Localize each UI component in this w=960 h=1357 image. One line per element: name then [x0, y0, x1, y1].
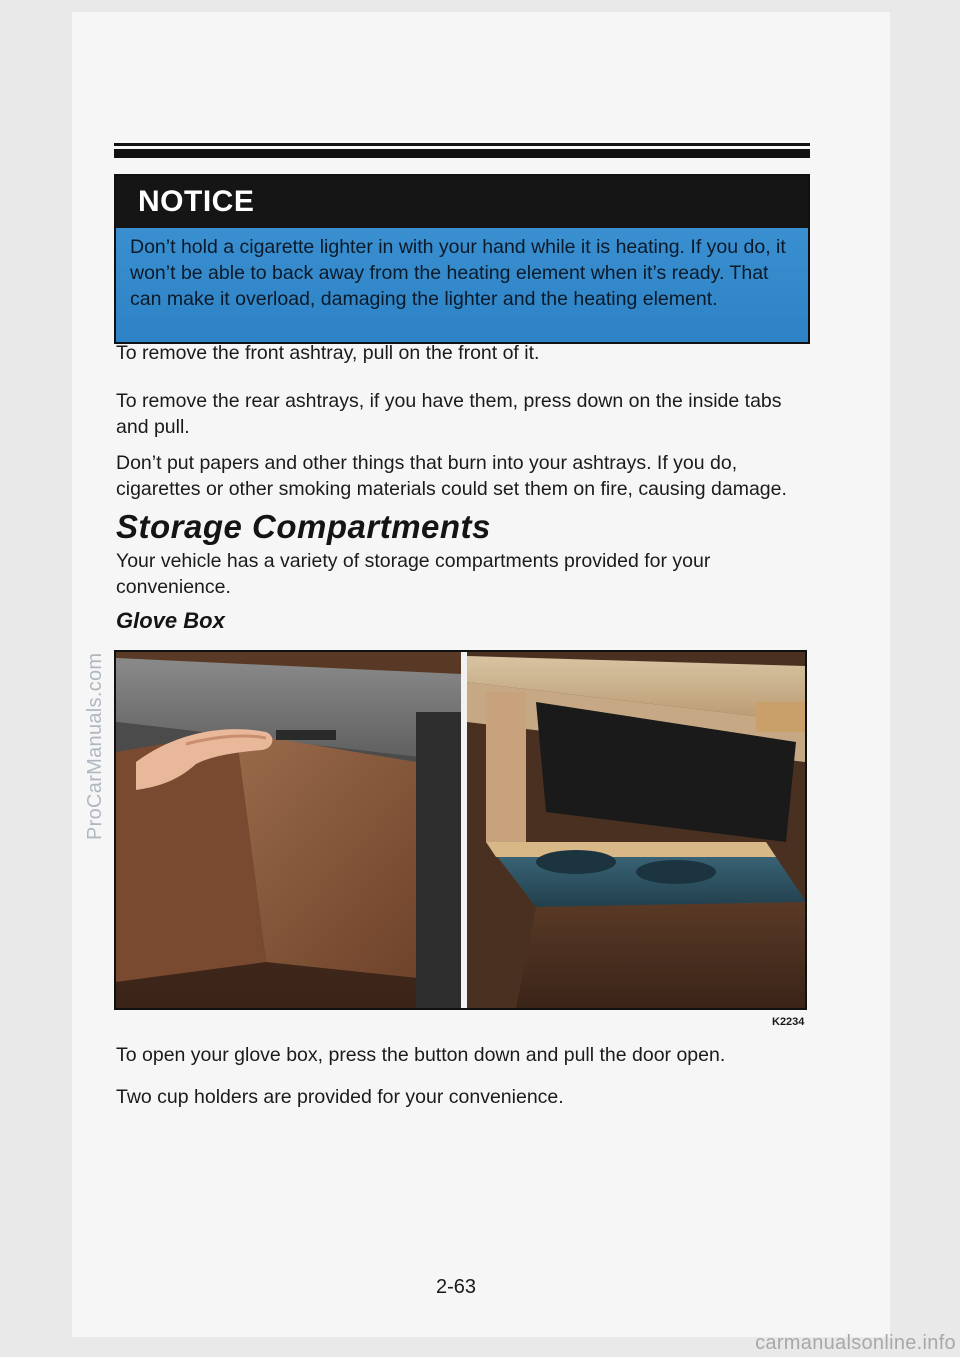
glove-box-photo: [114, 650, 807, 1010]
top-rule-thick: [114, 149, 810, 158]
page-number: 2-63: [436, 1276, 477, 1298]
glove-box-heading: Glove Box: [116, 608, 225, 633]
glove-box-open-text: To open your glove box, press the button down and pull the door open.: [116, 1044, 726, 1066]
front-ashtray-text: To remove the front ashtray, pull on the front of it.: [116, 342, 540, 364]
no-papers-warning-text: Don’t put papers and other things that burn into your ashtrays. If you do, cigarettes or other smoking materials could set them on fire, causing damage.: [116, 452, 787, 500]
figure-code: K2234: [772, 1016, 805, 1028]
cup-holders-text: Two cup holders are provided for your convenience.: [116, 1086, 564, 1108]
left-photo-panel: [116, 652, 461, 1008]
notice-box: [114, 174, 810, 344]
storage-compartments-heading: Storage Compartments: [116, 508, 491, 545]
rear-ashtrays-text: To remove the rear ashtrays, if you have them, press down on the inside tabs and pull.: [116, 390, 782, 438]
watermark-left: ProCarManuals.com: [84, 652, 106, 840]
top-rule-thin: [114, 143, 810, 146]
glove-box-photo-illustration: [116, 652, 805, 1008]
notice-text: Don’t hold a cigarette lighter in with your hand while it is heating. If you do, it won’t be able to back away from the heating element when it’s ready. That can make it overload, damaging the lighter and the heating element.: [116, 228, 808, 344]
notice-title: NOTICE: [116, 176, 808, 228]
watermark-footer: carmanualsonline.info: [755, 1332, 956, 1354]
right-photo-panel: [467, 652, 805, 1008]
storage-intro-text: Your vehicle has a variety of storage compartments provided for your convenience.: [116, 550, 711, 598]
